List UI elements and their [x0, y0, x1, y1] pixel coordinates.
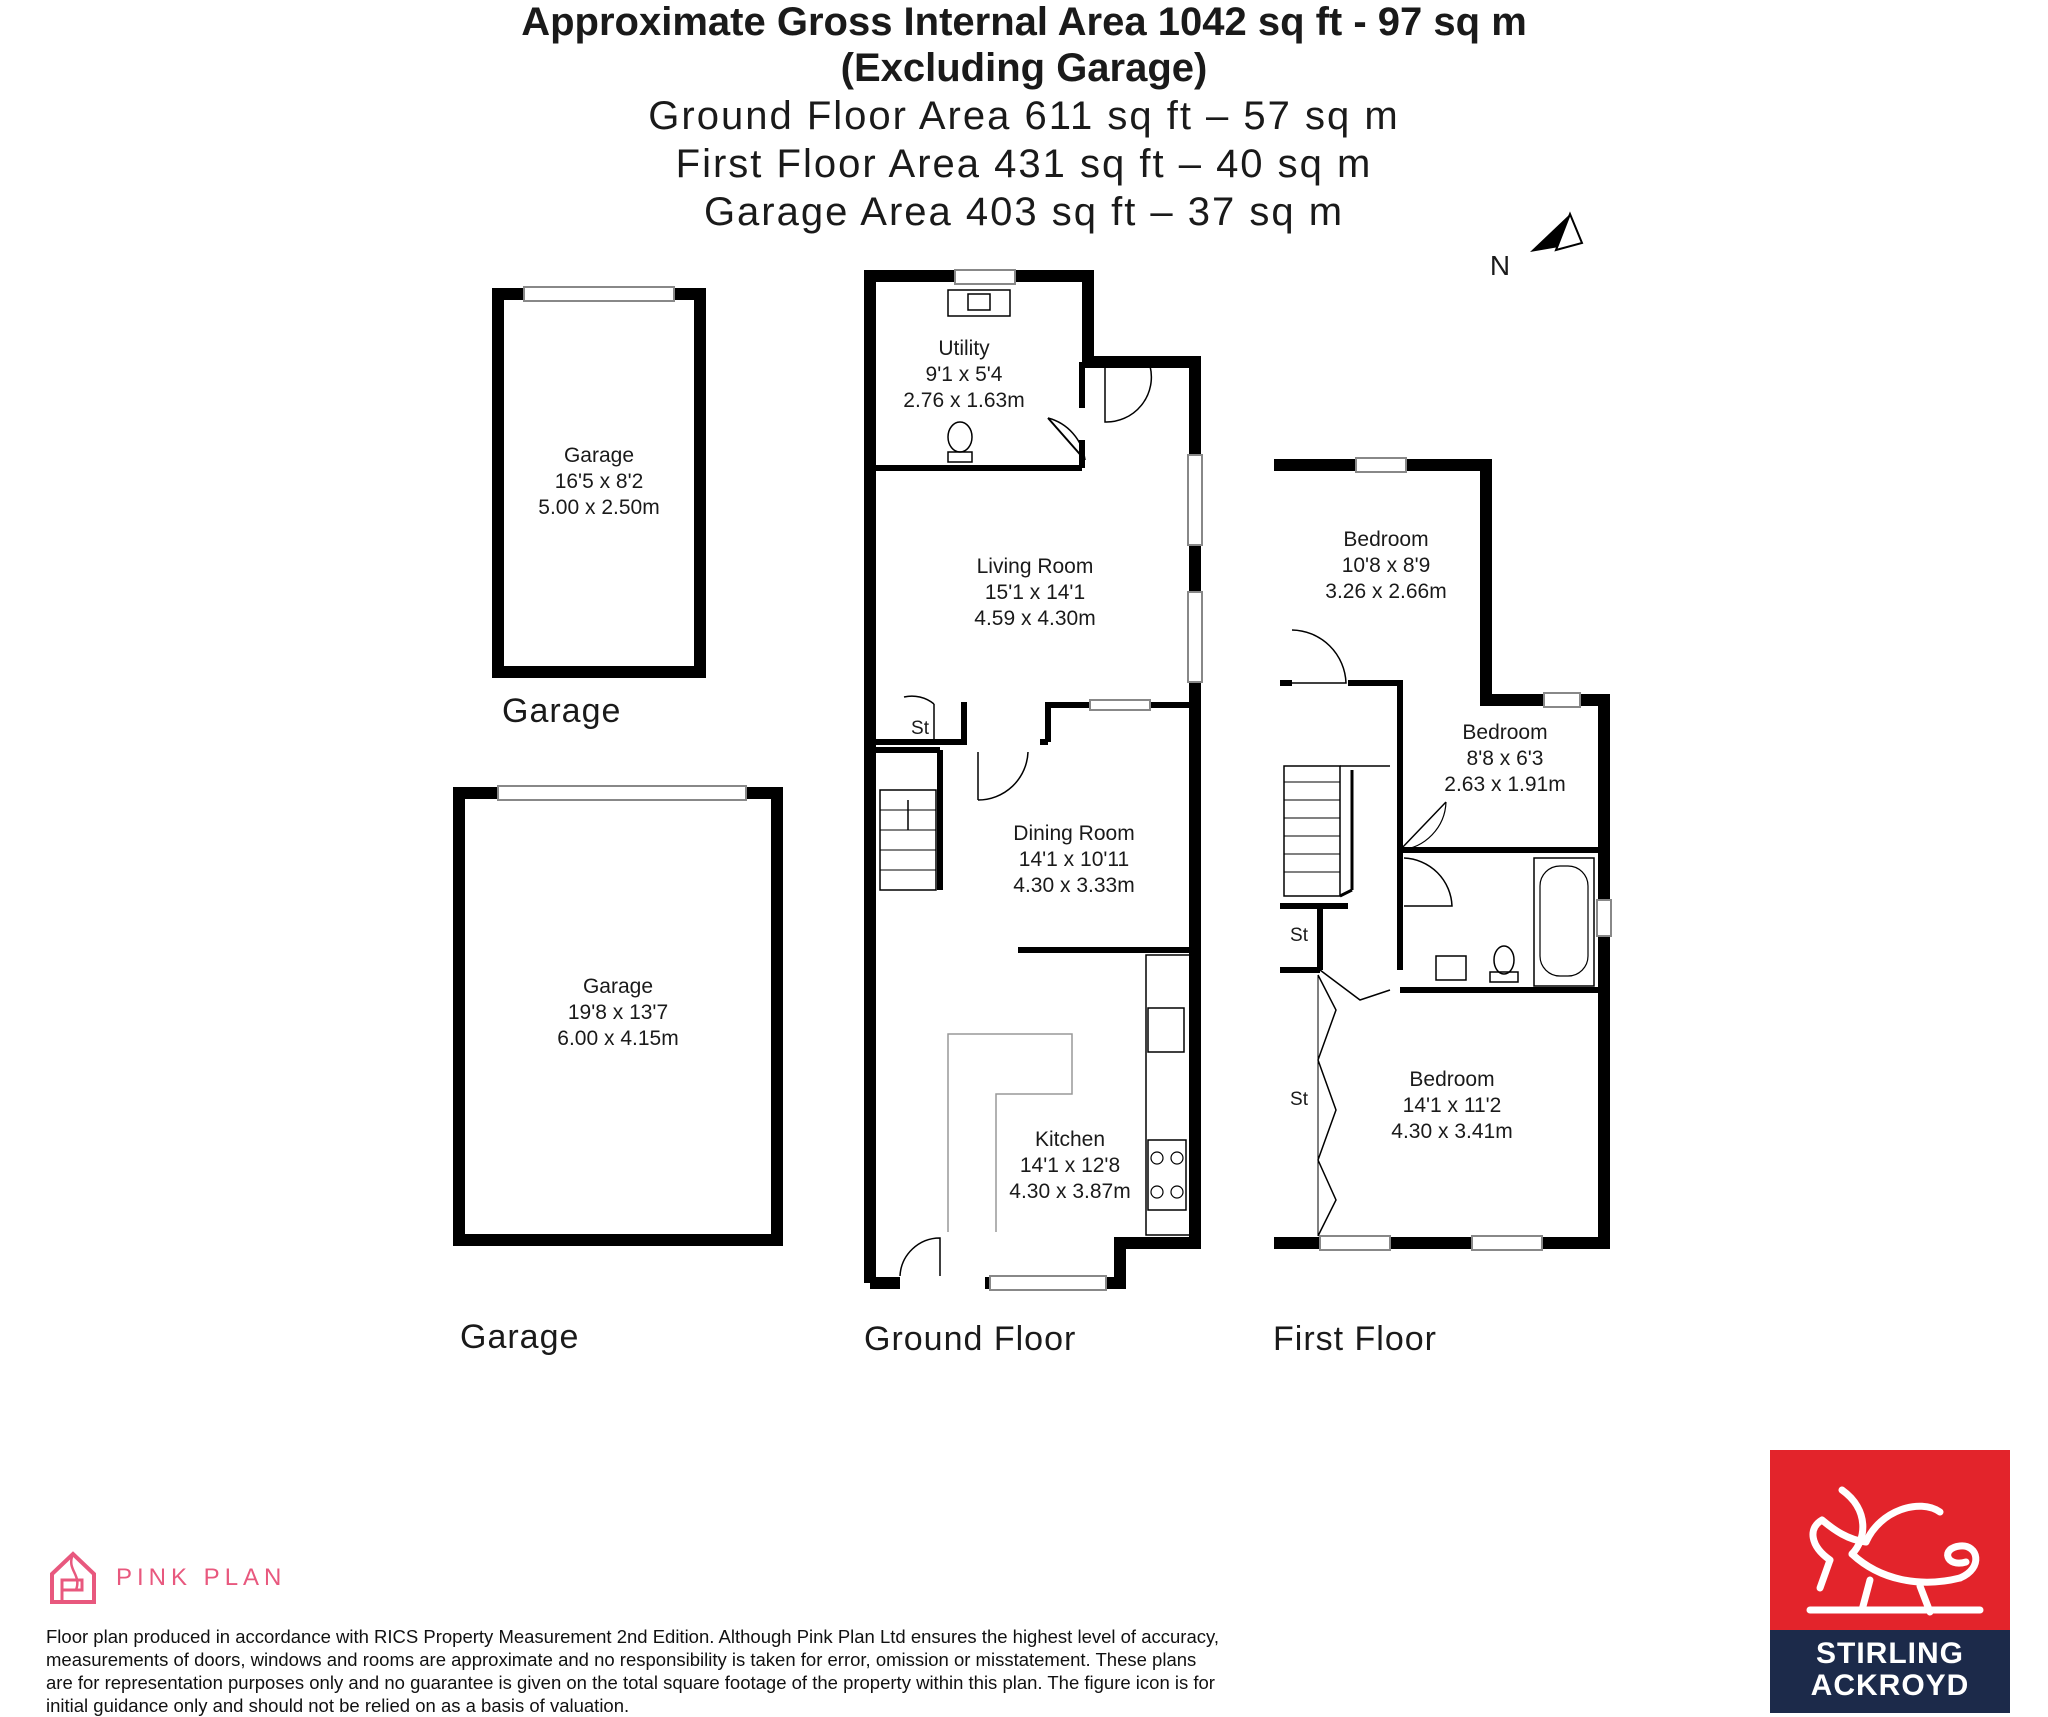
dining-room-imperial: 14'1 x 10'11 [1018, 848, 1130, 871]
wardrobe-store-label: St [1290, 1089, 1308, 1110]
griffin-icon [1770, 1450, 2010, 1630]
utility-metric: 2.76 x 1.63m [903, 389, 1025, 412]
brand-red-block [1770, 1450, 2010, 1630]
dining-room-name: Dining Room [1013, 822, 1135, 845]
bedroom2-imperial: 8'8 x 6'3 [1466, 747, 1544, 770]
kitchen-name: Kitchen [1034, 1128, 1106, 1151]
bedroom1-metric: 3.26 x 2.66m [1325, 580, 1447, 603]
garage-large-name: Garage [582, 975, 654, 998]
garage-large-floor-label: Garage [460, 1318, 580, 1356]
kitchen-metric: 4.30 x 3.87m [1009, 1180, 1131, 1203]
utility-name: Utility [938, 337, 990, 360]
north-compass-icon [1490, 214, 1582, 281]
garage-large-imperial: 19'8 x 13'7 [567, 1001, 669, 1024]
ground-floor-area: Ground Floor Area 611 sq ft – 57 sq m [648, 94, 1400, 138]
brand-line1: STIRLING [1816, 1637, 1964, 1670]
living-room-imperial: 15'1 x 14'1 [984, 581, 1086, 604]
brand-line2: ACKROYD [1810, 1669, 1970, 1702]
bedroom1-imperial: 10'8 x 8'9 [1341, 554, 1431, 577]
pink-plan-text: PINK PLAN [116, 1564, 287, 1591]
first-floor-label: First Floor [1273, 1320, 1437, 1358]
dining-room-metric: 4.30 x 3.33m [1013, 874, 1135, 897]
garage-area: Garage Area 403 sq ft – 37 sq m [703, 190, 1345, 234]
garage-large-metric: 6.00 x 4.15m [557, 1027, 679, 1050]
house-icon [48, 1550, 98, 1606]
small-garage-plan [498, 287, 700, 672]
stirling-ackroyd-logo [1770, 1450, 2010, 1713]
first-floor-area: First Floor Area 431 sq ft – 40 sq m [675, 142, 1373, 186]
bedroom1-name: Bedroom [1343, 528, 1429, 551]
gross-area-title: Approximate Gross Internal Area 1042 sq ft - 97 sq m [521, 0, 1527, 44]
living-room-name: Living Room [976, 555, 1094, 578]
garage-small-name: Garage [563, 444, 635, 467]
living-room-metric: 4.59 x 4.30m [974, 607, 1096, 630]
disclaimer-text: Floor plan produced in accordance with RICS Property Measurement 2nd Edition. Although Pink Plan Ltd ensures the highest level of accuracy, measurements of doors, windows and rooms are approximate and no responsibility is taken for error, omission or misstatement. These plans are for representation purposes only and no guarantee is given on the total square footage of the property within this plan. The figure icon is for initial guidance only and should not be relied on as a basis of valuation. [46, 1626, 1220, 1716]
ground-floor-label: Ground Floor [864, 1320, 1077, 1358]
garage-small-metric: 5.00 x 2.50m [538, 496, 660, 519]
garage-small-floor-label: Garage [502, 692, 622, 730]
brand-name [1770, 1638, 2010, 1702]
compass-label: N [1489, 250, 1511, 281]
bedroom3-name: Bedroom [1409, 1068, 1495, 1091]
ground-store-label: St [911, 718, 929, 739]
utility-imperial: 9'1 x 5'4 [925, 363, 1003, 386]
pink-plan-logo [48, 1548, 286, 1608]
bedroom2-name: Bedroom [1462, 721, 1548, 744]
bedroom2-metric: 2.63 x 1.91m [1444, 773, 1566, 796]
garage-small-imperial: 16'5 x 8'2 [554, 470, 644, 493]
large-garage-plan [459, 786, 777, 1240]
excluding-garage-note: (Excluding Garage) [840, 46, 1208, 90]
kitchen-imperial: 14'1 x 12'8 [1019, 1154, 1121, 1177]
first-store-label: St [1290, 925, 1308, 946]
bedroom3-metric: 4.30 x 3.41m [1391, 1120, 1513, 1143]
bedroom3-imperial: 14'1 x 11'2 [1402, 1094, 1502, 1117]
